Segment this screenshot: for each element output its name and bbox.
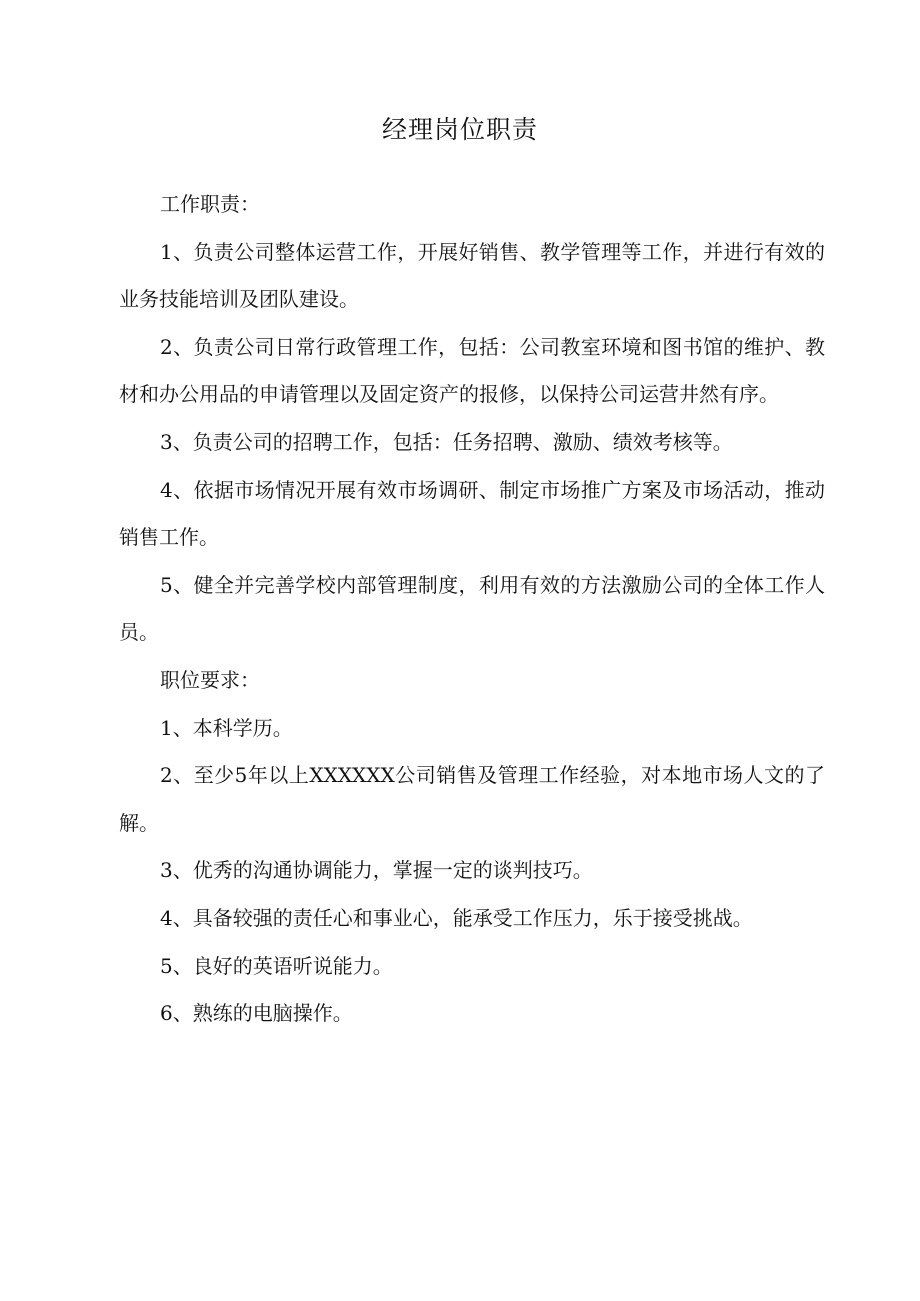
requirement-item: 6、熟练的电脑操作。 bbox=[160, 1001, 353, 1026]
duty-item: 3、负责公司的招聘工作，包括：任务招聘、激励、绩效考核等。 bbox=[160, 429, 733, 454]
duty-item: 4、依据市场情况开展有效市场调研、制定市场推广方案及市场活动，推动销售工作。 bbox=[119, 477, 825, 550]
requirement-item: 1、本科学历。 bbox=[160, 715, 293, 740]
duty-item: 5、健全并完善学校内部管理制度，利用有效的方法激励公司的全体工作人员。 bbox=[119, 572, 825, 645]
duty-item: 1、负责公司整体运营工作，开展好销售、教学管理等工作，并进行有效的业务技能培训及团队建设。 bbox=[119, 239, 825, 312]
document-title: 经理岗位职责 bbox=[381, 115, 538, 144]
requirement-item: 4、具备较强的责任心和事业心，能承受工作压力，乐于接受挑战。 bbox=[160, 905, 753, 930]
section-heading-requirements: 职位要求： bbox=[160, 667, 260, 692]
requirement-item: 3、优秀的沟通协调能力，掌握一定的谈判技巧。 bbox=[160, 858, 593, 883]
requirement-item: 2、至少5年以上XXXXXX公司销售及管理工作经验，对本地市场人文的了解。 bbox=[119, 763, 825, 835]
section-heading-duties: 工作职责： bbox=[160, 192, 260, 216]
document-body bbox=[119, 181, 825, 1038]
duty-item: 2、负责公司日常行政管理工作，包括：公司教室环境和图书馆的维护、教材和办公用品的申请管理以及固定资产的报修，以保持公司运营井然有序。 bbox=[119, 334, 825, 407]
requirement-item: 5、良好的英语听说能力。 bbox=[160, 953, 393, 978]
